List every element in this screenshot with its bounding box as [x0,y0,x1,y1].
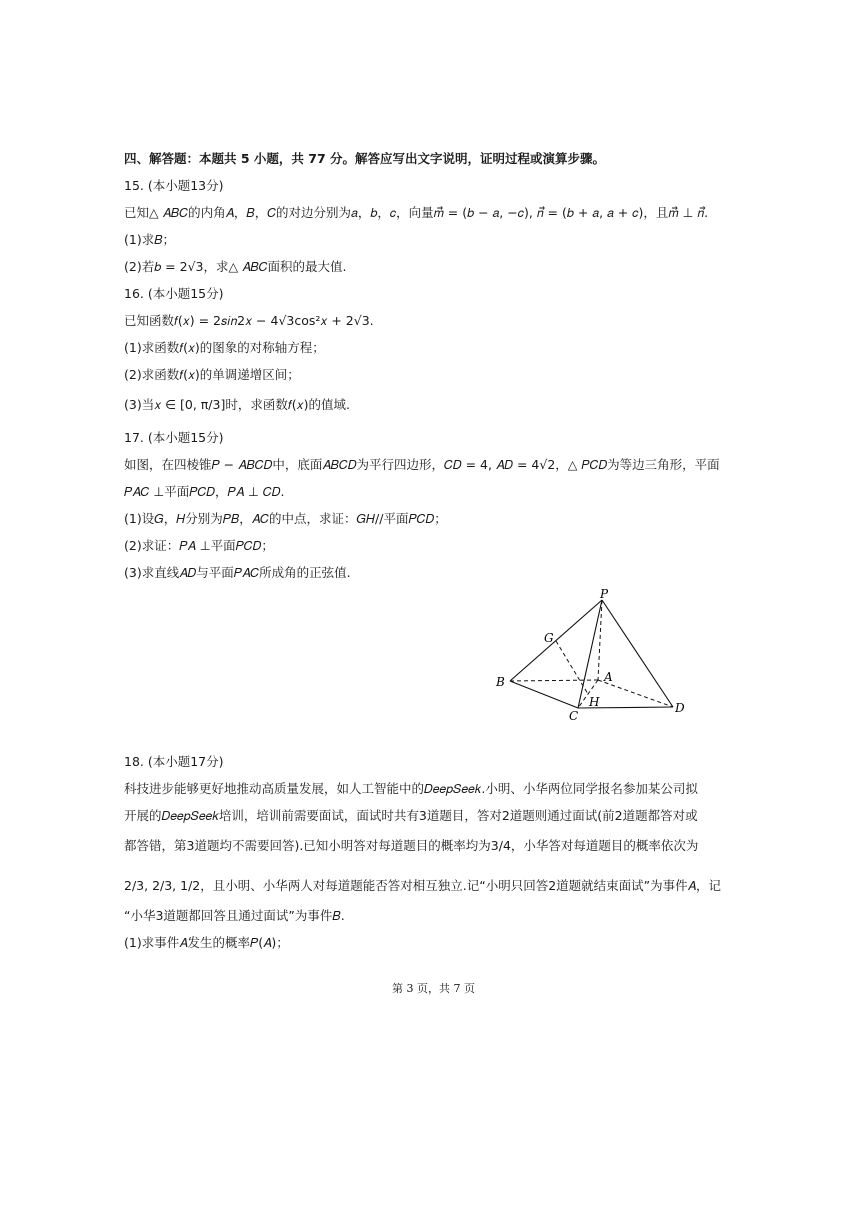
problem-17-line-5: (3)求直线𝐴𝐷与平面𝑃𝐴𝐶所成角的正弦值. [124,565,351,580]
problem-15-line-1: 已知△ 𝐴𝐵𝐶的内角𝐴，𝐵，𝐶的对边分别为𝑎，𝑏，𝑐，向量𝑚⃗ = (𝑏 − 𝑎, −𝑐), 𝑛⃗ = (𝑏 + 𝑎, 𝑎 + 𝑐)，且𝑚⃗ ⊥ 𝑛⃗. [124,205,709,220]
problem-18-line-4: 2/3, 2/3, 1/2，且小明、小华两人对每道题能否答对相互独立.记“小明只回答2道题就结束面试”为事件𝐴，记 [124,878,721,893]
problem-16-header: 16. (本小题15分) [124,286,224,301]
problem-18-header: 18. (本小题17分) [124,754,224,769]
label-C: C [569,709,579,723]
edge-BA [510,680,598,681]
edge-AD [598,680,673,707]
edge-BC [510,681,578,708]
problem-17-line-4: (2)求证：𝑃𝐴 ⊥平面𝑃𝐶𝐷； [124,538,274,553]
problem-17-line-2: 𝑃𝐴𝐶 ⊥平面𝑃𝐶𝐷，𝑃𝐴 ⊥ 𝐶𝐷. [124,484,285,499]
problem-18-line-5: “小华3道题都回答且通过面试”为事件𝐵. [124,908,345,923]
edge-PA [598,600,602,680]
problem-15-line-3: (2)若𝑏 = 2√3，求△ 𝐴𝐵𝐶面积的最大值. [124,259,347,274]
label-B: B [496,675,505,689]
pyramid-diagram [490,585,690,725]
label-P: P [600,587,609,601]
problem-17-header: 17. (本小题15分) [124,430,224,445]
label-A: A [604,670,613,684]
edge-PB [510,600,602,681]
problem-16-line-4: (3)当𝑥 ∈ [0, π/3]时，求函数𝑓(𝑥)的值域. [124,397,350,412]
problem-15-header: 15. (本小题13分) [124,178,224,193]
problem-18-line-1: 科技进步能够更好地推动高质量发展，如人工智能中的𝐷𝑒𝑒𝑝𝑆𝑒𝑒𝑘.小明、小华两位同学报名参加某公司拟 [124,781,698,796]
problem-17-line-1: 如图，在四棱锥𝑃 − 𝐴𝐵𝐶𝐷中，底面𝐴𝐵𝐶𝐷为平行四边形，𝐶𝐷 = 4, 𝐴𝐷 = 4√2，△ 𝑃𝐶𝐷为等边三角形，平面 [124,457,720,472]
edge-GH [556,641,588,694]
problem-18-line-6: (1)求事件𝐴发生的概率𝑃(𝐴)； [124,935,289,950]
problem-18-line-2: 开展的𝐷𝑒𝑒𝑝𝑆𝑒𝑒𝑘培训，培训前需要面试，面试时共有3道题目，答对2道题则通过面试(前2道题都答对或 [124,808,698,823]
label-H: H [589,695,600,709]
problem-15-line-2: (1)求𝐵； [124,232,176,247]
label-G: G [544,631,554,645]
problem-18-line-3: 都答错，第3道题均不需要回答).已知小明答对每道题目的概率均为3/4，小华答对每道题目的概率依次为 [124,838,699,853]
problem-16-line-2: (1)求函数𝑓(𝑥)的图象的对称轴方程； [124,340,325,355]
section-heading: 四、解答题：本题共 5 小题，共 77 分。解答应写出文字说明，证明过程或演算步骤。 [124,151,606,166]
label-D: D [675,701,685,715]
problem-16-line-1: 已知函数𝑓(𝑥) = 2𝑠𝑖𝑛2𝑥 − 4√3cos²𝑥 + 2√3. [124,313,374,328]
problem-16-line-3: (2)求函数𝑓(𝑥)的单调递增区间； [124,367,300,382]
pyramid-figure [490,585,690,725]
page-footer: 第 3 页，共 7 页 [392,982,475,995]
edge-PD [602,600,673,707]
problem-17-line-3: (1)设𝐺，𝐻分别为𝑃𝐵，𝐴𝐶的中点，求证：𝐺𝐻//平面𝑃𝐶𝐷； [124,511,447,526]
